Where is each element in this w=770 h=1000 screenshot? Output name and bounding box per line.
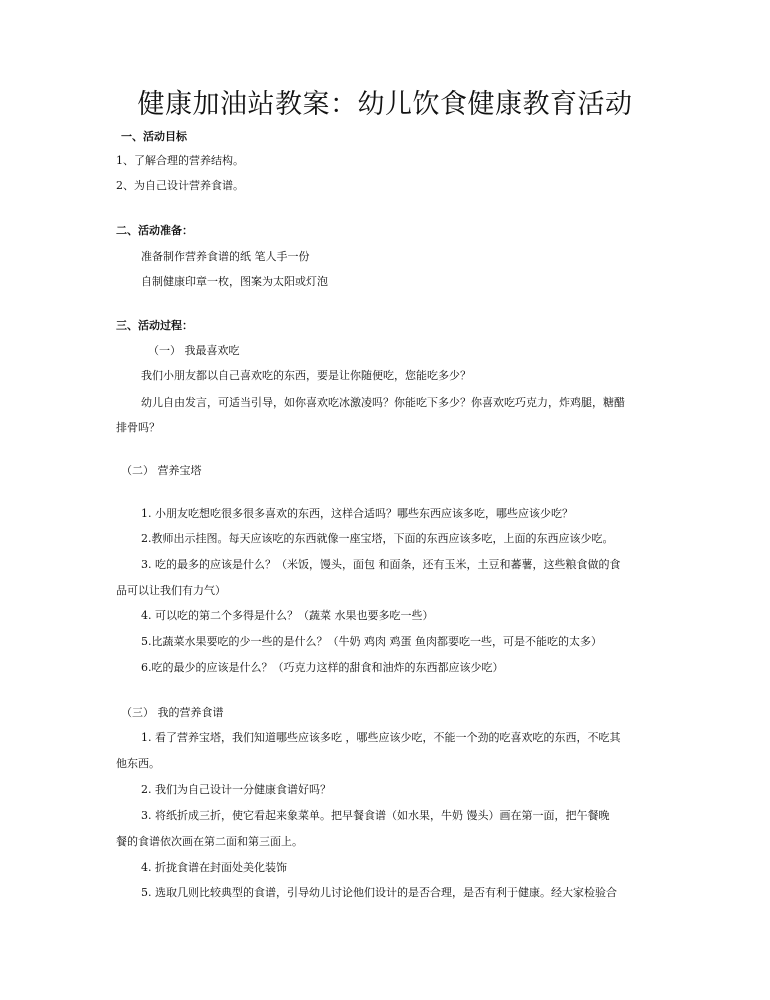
section1-item-2: 2、为自己设计营养食谱。 — [116, 179, 244, 192]
part3-item-3-line-1: 3. 将纸折成三折，使它看起来象菜单。把早餐食谱（如水果，牛奶 馒头）画在第一面，把午餐晚 — [141, 809, 610, 822]
part1-heading: （一） 我最喜欢吃 — [148, 344, 240, 357]
document-title: 健康加油站教案：幼儿饮食健康教育活动 — [137, 89, 633, 120]
section1-heading: 一、活动目标 — [121, 130, 187, 143]
part1-paragraph-2-line-2: 排骨吗？ — [116, 421, 160, 434]
part1-paragraph-1: 我们小朋友都以自己喜欢吃的东西，要是让你随便吃，您能吃多少？ — [141, 369, 471, 382]
part3-item-1-line-1: 1. 看了营养宝塔，我们知道哪些应该多吃 ，哪些应该少吃，不能一个劲的吃喜欢吃的东西，不吃其 — [141, 731, 621, 744]
section2-item-2: 自制健康印章一枚，图案为太阳或灯泡 — [141, 275, 328, 288]
part2-item-2: 2.教师出示挂图。每天应该吃的东西就像一座宝塔，下面的东西应该多吃，上面的东西应该少吃。 — [141, 532, 614, 545]
part2-item-4: 4. 可以吃的第二个多得是什么？（蔬菜 水果也要多吃一些） — [141, 609, 434, 622]
part2-item-5: 5.比蔬菜水果要吃的少一些的是什么？（牛奶 鸡肉 鸡蛋 鱼肉都要吃一些，可是不能吃的太多） — [141, 635, 602, 648]
part2-item-3-line-1: 3. 吃的最多的应该是什么？（米饭，馒头，面包 和面条，还有玉米，土豆和蕃薯，这些粮食做的食 — [141, 558, 621, 571]
part2-item-3-line-2: 品可以让我们有力气） — [116, 584, 226, 597]
part3-heading: （三） 我的营养食谱 — [121, 706, 224, 719]
part3-item-3-line-2: 餐的食谱依次画在第二面和第三面上。 — [116, 835, 303, 848]
part2-heading: （二） 营养宝塔 — [121, 464, 202, 477]
part3-item-4: 4. 折拢食谱在封面处美化装饰 — [141, 861, 287, 874]
part2-item-6: 6.吃的最少的应该是什么？（巧克力这样的甜食和油炸的东西都应该少吃） — [141, 661, 504, 674]
part2-item-1: 1. 小朋友吃想吃很多很多喜欢的东西，这样合适吗？哪些东西应该多吃，哪些应该少吃？ — [141, 507, 573, 520]
section1-item-1: 1、了解合理的营养结构。 — [116, 154, 244, 167]
part1-paragraph-2-line-1: 幼儿自由发言，可适当引导，如你喜欢吃冰激凌吗？你能吃下多少？你喜欢吃巧克力，炸鸡腿，糖醋 — [141, 396, 625, 409]
part3-item-2: 2. 我们为自己设计一分健康食谱好吗？ — [141, 783, 331, 796]
section3-heading: 三、活动过程： — [116, 319, 193, 332]
section2-item-1: 准备制作营养食谱的纸 笔人手一份 — [141, 250, 310, 263]
part3-item-5: 5. 选取几则比较典型的食谱，引导幼儿讨论他们设计的是否合理，是否有利于健康。经大家检验合 — [141, 886, 617, 899]
section2-heading: 二、活动准备： — [116, 224, 193, 237]
part3-item-1-line-2: 他东西。 — [116, 757, 160, 770]
